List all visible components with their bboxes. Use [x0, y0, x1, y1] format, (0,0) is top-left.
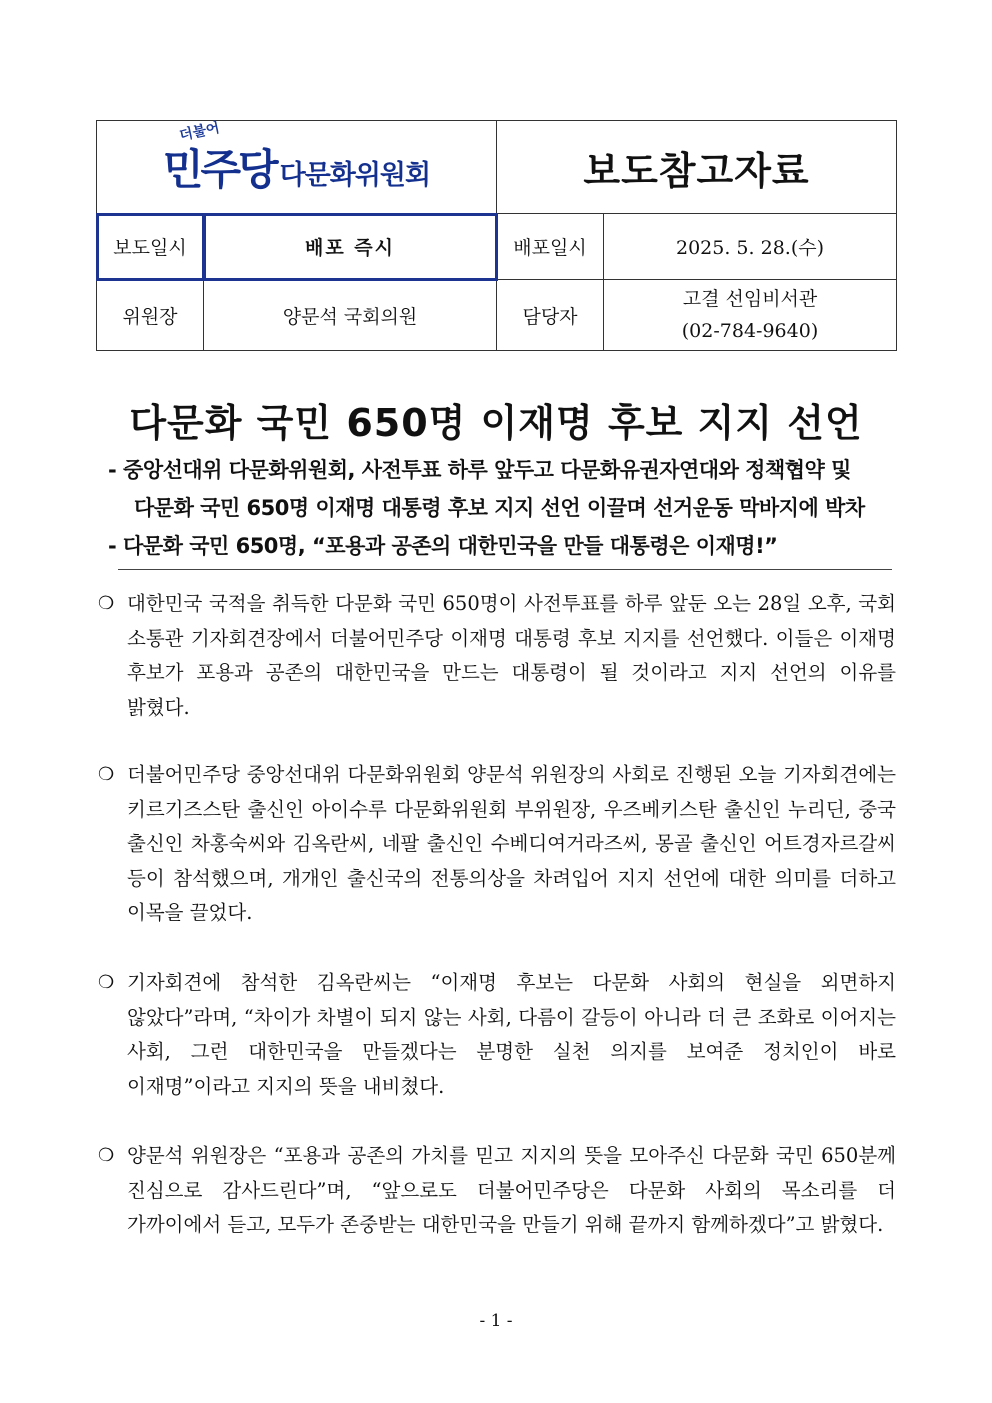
bullet-icon: ❍ — [98, 764, 115, 785]
contact-value-cell — [604, 280, 897, 351]
logo-main-text: 민주당 — [162, 145, 276, 194]
bullet-icon: ❍ — [98, 972, 115, 993]
paragraph-text: 대한민국 국적을 취득한 다문화 국민 650명이 사전투표를 하루 앞둔 오는 28일 오후, 국회 소통관 기자회견장에서 더불어민주당 이재명 대통령 후보 지지를 선언했다. 이들은 이재명 후보가 포용과 공존의 대한민국을 만드는 대통령이 될 것이라고 지지 선언의 이유를 밝혔다. — [127, 592, 896, 719]
paragraph-1 — [98, 587, 896, 725]
paragraph-text: 더불어민주당 중앙선대위 다문화위원회 양문석 위원장의 사회로 진행된 오늘 기자회견에는 키르기즈스탄 출신인 아이수루 다문화위원회 부위원장, 우즈베키스탄 출신인 누리딘, 중국 출신인 차홍숙씨와 김옥란씨, 네팔 출신인 수베디여거라즈씨, 몽골 출신인 어트경자르갈씨 등이 참석했으며, 개개인 출신국의 전통의상을 차려입어 지지 선언에 대한 의미를 더하고 이목을 끌었다. — [127, 763, 896, 924]
logo-cell — [97, 121, 497, 214]
logo-small-text: 더불어 — [177, 119, 221, 145]
subtitle-1-line-1: - 중앙선대위 다문화위원회, 사전투표 하루 앞두고 다문화유권자연대와 정책협약 및 — [108, 458, 851, 482]
chair-label: 위원장 — [122, 305, 178, 328]
chair-value-cell — [204, 280, 497, 351]
paragraph-text: 양문석 위원장은 “포용과 공존의 가치를 믿고 지지의 뜻을 모아주신 다문화 국민 650분께 진심으로 감사드린다”며, “앞으로도 더불어민주당은 다문화 사회의 목소리를 더 가까이에서 듣고, 모두가 존중받는 대한민국을 만들기 위해 끝까지 함께하겠다”고 밝혔다. — [127, 1144, 896, 1236]
contact-name: 고결 선임비서관 — [682, 288, 818, 310]
page-number: - 1 - — [479, 1311, 513, 1331]
dist-date-label: 배포일시 — [513, 237, 587, 259]
release-value: 배포 즉시 — [304, 237, 396, 259]
contact-phone: (02-784-9640) — [681, 320, 819, 342]
release-value-cell — [204, 214, 497, 280]
divider — [118, 569, 892, 570]
dist-date-value-cell — [604, 214, 897, 280]
doc-type: 보도참고자료 — [583, 148, 810, 193]
contact-label: 담당자 — [522, 305, 578, 328]
release-label-cell — [97, 214, 204, 280]
contact-label-cell — [497, 280, 604, 351]
bullet-icon: ❍ — [98, 593, 115, 614]
chair-label-cell — [97, 280, 204, 351]
header-table — [96, 120, 897, 351]
paragraph-2 — [98, 758, 896, 931]
dist-date-label-cell — [497, 214, 604, 280]
doc-type-cell — [497, 121, 897, 214]
logo-committee-text: 다문화위원회 — [279, 160, 431, 191]
bullet-icon: ❍ — [98, 1145, 115, 1166]
paragraph-3 — [98, 966, 896, 1104]
party-logo — [162, 119, 431, 197]
chair-value: 양문석 국회의원 — [282, 305, 418, 328]
dist-date-value: 2025. 5. 28.(수) — [676, 237, 824, 259]
subtitle-2: - 다문화 국민 650명, “포용과 공존의 대한민국을 만들 대통령은 이재명!” — [108, 534, 778, 558]
paragraph-text: 기자회견에 참석한 김옥란씨는 “이재명 후보는 다문화 사회의 현실을 외면하지 않았다”라며, “차이가 차별이 되지 않는 사회, 다름이 갈등이 아니라 더 큰 조화로 이어지는 사회, 그런 대한민국을 만들겠다는 분명한 실천 의지를 보여준 정치인이 바로 이재명”이라고 지지의 뜻을 내비쳤다. — [127, 971, 896, 1098]
subtitle-1-line-2: 다문화 국민 650명 이재명 대통령 후보 지지 선언 이끌며 선거운동 막바지에 박차 — [134, 496, 865, 520]
paragraph-4 — [98, 1139, 896, 1243]
release-label: 보도일시 — [113, 237, 187, 259]
headline: 다문화 국민 650명 이재명 후보 지지 선언 — [129, 401, 863, 445]
